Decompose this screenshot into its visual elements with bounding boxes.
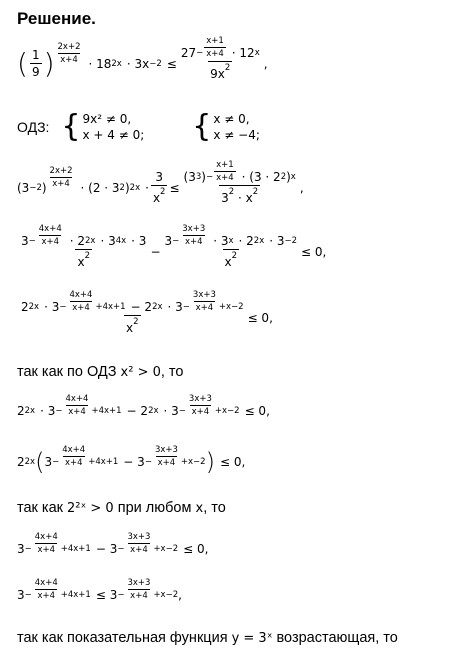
odz-line [17, 109, 260, 144]
equation-4: 2 2x · 3 − $\frac{4x+4}{x+4}$ +4x+1 − 2 2x · 3 − $\frac{3x+3}{x+4}$ +x−2 x2 ≤ 0, [21, 289, 273, 336]
equation-6: 2 2x ( 3 − $\frac{4x+4}{x+4}$ +4x+1 − 3 − $\frac{3x+3}{x+4}$ +x−2 ) ≤ 0, [17, 444, 246, 476]
equation-3: 3 − $\frac{4x+4}{x+4}$ · 2 2x · 3 4x · 3 x2 − 3 − $\frac{3x+3}{x+4}$ · 3 x · 2 2x · 3 −2 x2 ≤ 0, [21, 223, 327, 270]
equation-1: ( $\frac{1}{9}$ ) $\frac{2x+2}{x+4}$ · 18 2x · 3x −2 ≤ 27 − $\frac{x+1}{x+4}$ · 12 x 9x2 , [17, 35, 268, 82]
odz-system-2: { x ≠ 0, x ≠ −4; [192, 109, 260, 144]
odz-system-1: { 9x² ≠ 0, x + 4 ≠ 0; [61, 109, 145, 144]
text-line-3: так как показательная функция y = 3ˣ возрастающая, то [17, 630, 398, 646]
text-line-1: так как по ОДЗ x² > 0, то [17, 364, 184, 380]
odz-label: ОДЗ: [17, 119, 50, 135]
text-line-2: так как 2²ˣ > 0 при любом x, то [17, 500, 226, 516]
solution-heading: Решение. [17, 9, 96, 28]
equation-7: 3 − $\frac{4x+4}{x+4}$ +4x+1 − 3 − $\frac{3x+3}{x+4}$ +x−2 ≤ 0, [17, 531, 209, 556]
equation-5: 2 2x · 3 − $\frac{4x+4}{x+4}$ +4x+1 − 2 2x · 3 − $\frac{3x+3}{x+4}$ +x−2 ≤ 0, [17, 393, 270, 418]
equation-2: (3 −2 ) $\frac{2x+2}{x+4}$ · (2 · 3 2 ) 2x · $\frac{3}{x2}$ ≤ (3 3 ) − $\frac{x+1}{x+4}$ · (3 · 2 2 ) x 32 · x2 , [17, 159, 304, 206]
equation-8: 3 − $\frac{4x+4}{x+4}$ +4x+1 ≤ 3 − $\frac{3x+3}{x+4}$ +x−2 , [17, 577, 182, 602]
